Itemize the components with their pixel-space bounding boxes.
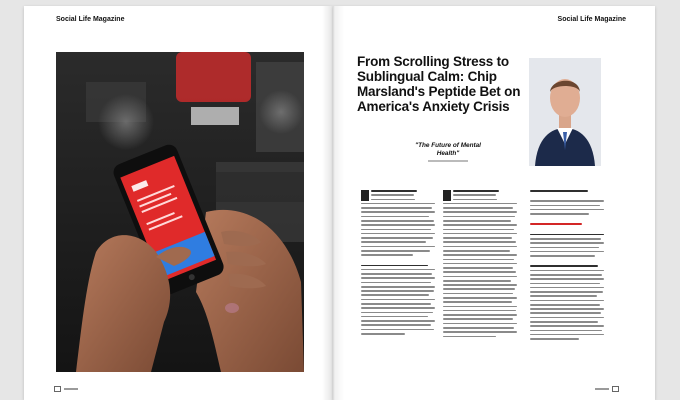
body-column-1 [361,190,435,337]
page-icon [612,386,619,392]
drop-cap [361,190,369,201]
page-icon [54,386,61,392]
pull-quote-rule [403,160,493,162]
running-head-left: Social Life Magazine [56,16,125,23]
author-portrait [529,58,601,166]
footer-left [54,386,78,392]
footer-right [595,386,619,392]
pull-quote: "The Future of Mental Health" [415,142,481,157]
hands-phone-photo [56,52,304,372]
left-page [24,6,333,400]
running-head-right: Social Life Magazine [557,16,626,23]
footer-text-bar [595,388,609,390]
article-headline: From Scrolling Stress to Sublingual Calm: Chip Marsland's Peptide Bet on America's Anxiety Crisis [357,54,521,114]
footer-text-bar [64,388,78,390]
drop-cap [443,190,451,201]
body-column-2 [443,190,517,340]
right-page [333,6,655,400]
body-column-3 [530,190,604,342]
